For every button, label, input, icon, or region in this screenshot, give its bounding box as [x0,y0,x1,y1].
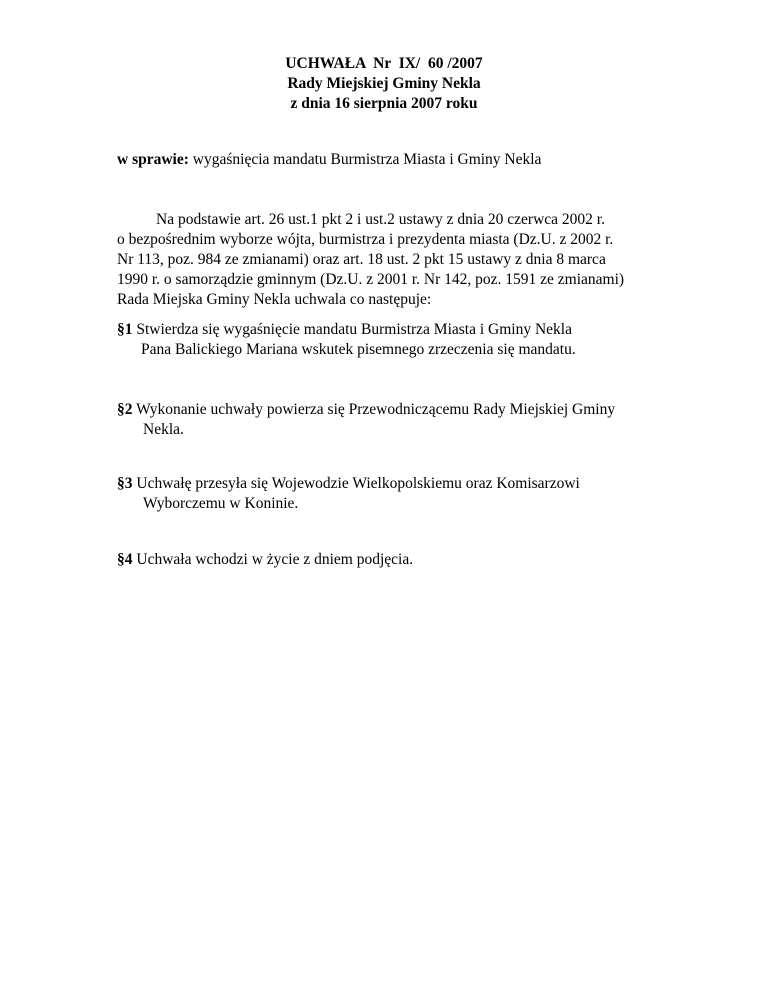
paragraph-number: §1 [117,321,133,338]
paragraph-number: §4 [117,551,133,568]
subject-text: wygaśnięcia mandatu Burmistrza Miasta i Gminy Nekla [188,151,542,168]
paragraph-text: Uchwałę przesyła się Wojewodzie Wielkopolskiemu oraz Komisarzowi [132,475,580,492]
legal-basis-line: o bezpośrednim wyborze wójta, burmistrza i prezydenta miasta (Dz.U. z 2002 r. [117,231,614,248]
paragraph-2 [117,400,677,440]
paragraph-text-continued: Wyborczemu w Koninie. [143,495,299,512]
legal-basis [117,210,677,310]
paragraph-text: Stwierdza się wygaśnięcie mandatu Burmistrza Miasta i Gminy Nekla [132,321,572,338]
paragraph-number: §2 [117,401,133,418]
subject-line [117,150,541,170]
paragraph-text-continued: Nekla. [143,421,184,438]
resolution-number: UCHWAŁA Nr IX/ 60 /2007 [285,55,483,72]
legal-basis-line: Nr 113, poz. 984 ze zmianami) oraz art. 18 ust. 2 pkt 15 ustawy z dnia 8 marca [117,251,606,268]
paragraph-4 [117,550,677,570]
resolution-date: z dnia 16 sierpnia 2007 roku [290,95,478,112]
paragraph-number: §3 [117,475,133,492]
legal-basis-line: 1990 r. o samorządzie gminnym (Dz.U. z 2001 r. Nr 142, poz. 1591 ze zmianami) [117,271,625,288]
legal-basis-line: Rada Miejska Gminy Nekla uchwala co następuje: [117,291,432,308]
paragraph-text-continued: Pana Balickiego Mariana wskutek pisemnego zrzeczenia się mandatu. [141,341,576,358]
paragraph-text: Wykonanie uchwały powierza się Przewodniczącemu Rady Miejskiej Gminy [132,401,616,418]
council-name: Rady Miejskiej Gminy Nekla [287,75,481,92]
legal-basis-line: Na podstawie art. 26 ust.1 pkt 2 i ust.2 ustawy z dnia 20 czerwca 2002 r. [156,211,605,228]
resolution-header [0,54,768,114]
subject-label: w sprawie: [117,151,189,168]
paragraph-3 [117,474,677,514]
paragraph-1 [117,320,677,360]
paragraph-text: Uchwała wchodzi w życie z dniem podjęcia. [132,551,414,568]
